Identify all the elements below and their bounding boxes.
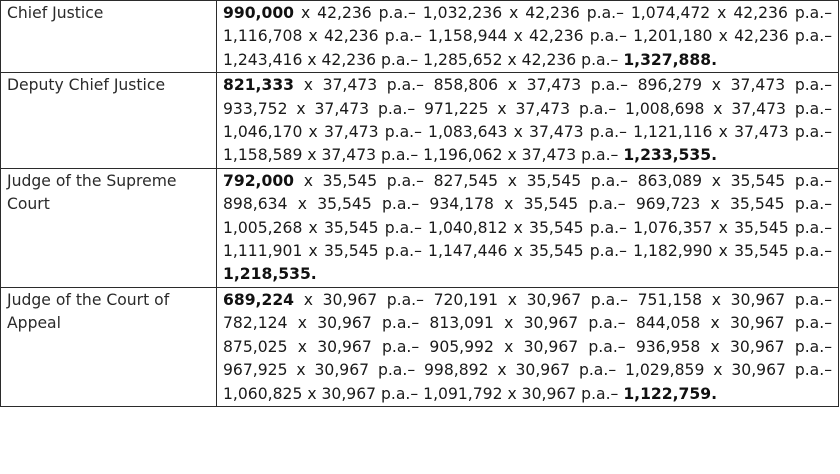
scale-increments: x 37,473 p.a.– 858,806 x 37,473 p.a.– 896,279 x 37,473 p.a.– 933,752 x 37,473 p.a.– 971,225 x 37,473 p.a.– 1,008,698 x 37,473 p.a.– 1,046,170 x 37,473 p.a.– 1,083,643 x 37,473 p.a.– 1,121,116 x 37,473 p.a.– 1,158,589 x 37,473 p.a.– 1,196,062 x 37,473 p.a.–	[223, 76, 832, 165]
scale-end-value: 1,233,535.	[623, 146, 718, 165]
scale-end-value: 1,327,888.	[623, 50, 718, 69]
salary-scale	[217, 287, 839, 406]
scale-end-value: 1,218,535.	[223, 265, 317, 284]
scale-start-value: 821,333	[223, 76, 295, 95]
scale-start-value: 990,000	[223, 4, 295, 22]
table-row	[1, 73, 839, 169]
scale-increments: x 30,967 p.a.– 720,191 x 30,967 p.a.– 751,158 x 30,967 p.a.– 782,124 x 30,967 p.a.– 813,091 x 30,967 p.a.– 844,058 x 30,967 p.a.– 875,025 x 30,967 p.a.– 905,992 x 30,967 p.a.– 936,958 x 30,967 p.a.– 967,925 x 30,967 p.a.– 998,892 x 30,967 p.a.– 1,029,859 x 30,967 p.a.– 1,060,825 x 30,967 p.a.– 1,091,792 x 30,967 p.a.–	[223, 290, 832, 403]
scale-start-value: 792,000	[223, 171, 295, 190]
table-row	[1, 1, 839, 73]
office-title: Judge of the Court of Appeal	[1, 287, 217, 406]
salary-scale	[217, 73, 839, 169]
scale-increments: x 35,545 p.a.– 827,545 x 35,545 p.a.– 863,089 x 35,545 p.a.– 898,634 x 35,545 p.a.– 934,178 x 35,545 p.a.– 969,723 x 35,545 p.a.– 1,005,268 x 35,545 p.a.– 1,040,812 x 35,545 p.a.– 1,076,357 x 35,545 p.a.– 1,111,901 x 35,545 p.a.– 1,147,446 x 35,545 p.a.– 1,182,990 x 35,545 p.a.–	[223, 171, 832, 261]
office-title: Judge of the Supreme Court	[1, 168, 217, 287]
scale-end-value: 1,122,759.	[623, 384, 718, 403]
table-row	[1, 287, 839, 406]
salary-scale	[217, 1, 839, 73]
scale-start-value: 689,224	[223, 290, 295, 309]
salary-scale	[217, 168, 839, 287]
table-row	[1, 168, 839, 287]
office-title: Chief Justice	[1, 1, 217, 73]
office-title: Deputy Chief Justice	[1, 73, 217, 169]
scale-increments: x 42,236 p.a.– 1,032,236 x 42,236 p.a.– 1,074,472 x 42,236 p.a.– 1,116,708 x 42,236 p.a.– 1,158,944 x 42,236 p.a.– 1,201,180 x 42,236 p.a.– 1,243,416 x 42,236 p.a.– 1,285,652 x 42,236 p.a.–	[223, 4, 832, 69]
